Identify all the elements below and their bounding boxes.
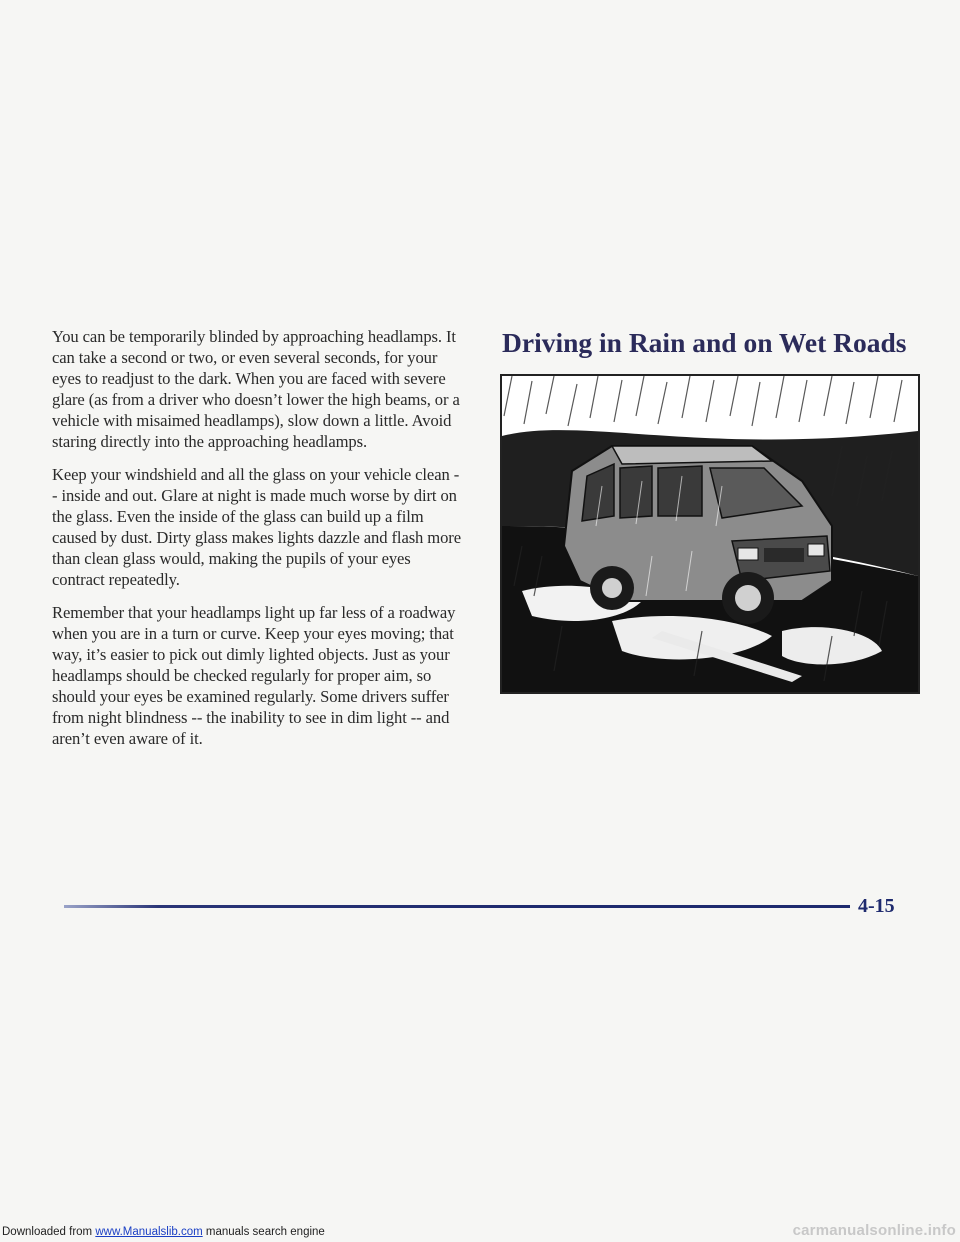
download-footer: [2, 1226, 325, 1238]
manualslib-link[interactable]: www.Manualslib.com: [95, 1226, 203, 1238]
page-rule: [64, 905, 850, 908]
footer-suffix: manuals search engine: [202, 1226, 325, 1238]
van-in-rain-illustration: [500, 374, 920, 694]
paragraph-windshield: Keep your windshield and all the glass on your vehicle clean -- inside and out. Glare at night is made much worse by dirt on the glass. Even the inside of the glass can build up a film caused by dust. Dirty glass makes lights dazzle and flash more than clean glass would, making the pupils of your eyes contract repeatedly.: [52, 465, 462, 589]
section-heading: Driving in Rain and on Wet Roads: [502, 327, 907, 358]
page-number: 4-15: [858, 895, 895, 917]
paragraph-glare: You can be temporarily blinded by approaching headlamps. It can take a second or two, or even several seconds, for your eyes to readjust to the dark. When you are faced with severe glare (as from a driver who doesn’t lower the high beams, or a vehicle with misaimed headlamps), slow down a little. Avoid staring directly into the approaching headlamps.: [52, 327, 460, 451]
body-text-column: [52, 326, 462, 761]
watermark-text: carmanualsonline.info: [792, 1222, 956, 1239]
paragraph-headlamps-curve: Remember that your headlamps light up far less of a roadway when you are in a turn or curve. Keep your eyes moving; that way, it’s easier to pick out dimly lighted objects. Just as your headlamps should be checked regularly for proper aim, so should your eyes be examined regularly. Some drivers suffer from night blindness -- the inability to see in dim light -- and aren’t even aware of it.: [52, 603, 456, 748]
footer-prefix: Downloaded from: [2, 1226, 96, 1238]
